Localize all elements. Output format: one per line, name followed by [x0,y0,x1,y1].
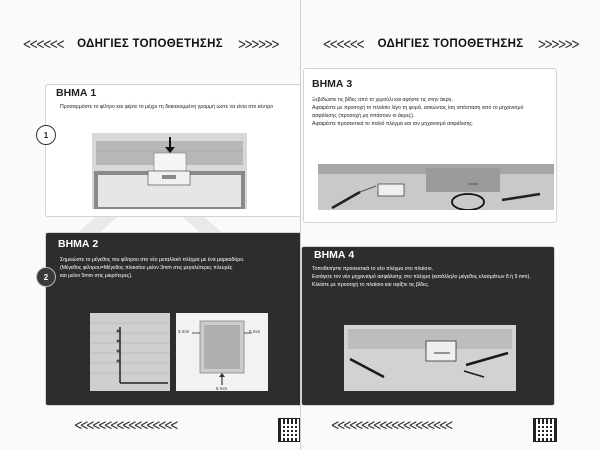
chevron-left-icon: <<<<<<<<<<<<<<<<<<<< [330,416,451,434]
step-3-text-3: ασφάλισης (προσοχή μη σπάσουν οι άκρες). [312,113,415,119]
step-2-text-1: Σημειώστε το μέγεθος του φίλτρου στο νέο μεταλλικό πλέγμα με ένα μαρκαδόρο. [60,257,245,263]
chevron-right-icon: >>>>>> [237,35,278,53]
step-3-text-1: Ξεβιδώστε τις βίδες από το χερούλι και αφήστε τις στην άκρη. [312,97,453,103]
qr-code-icon [278,418,300,442]
chevron-left-icon: <<<<<<<<<<<<<<<<< [73,416,176,434]
chevron-right-icon: >>>>>> [538,35,579,53]
step-4-photo [344,325,516,391]
step-2-photo-mesh [90,313,170,391]
step-3-text-4: Αφαιρέστε προσεκτικά το παλιό πλέγμα και τον μηχανισμό ασφάλισης. [312,121,474,127]
step-2-text-3: και μείον 5mm στις μικρότερες). [60,273,133,279]
left-header [0,34,300,54]
step-4-text-2: Εισάγετε τον νέο μηχανισμό ασφάλισης στο πλέγμα (κατάλληλο μέγεθος ελασμάτων 8 ή 9 mm). [312,274,531,280]
step-1-photo [92,133,247,209]
left-footer [52,416,198,434]
dim-label-bottom: 5 mm [216,386,228,391]
step-4-card [301,246,555,406]
step-4-text-3: Κλείστε με προσοχή το πλαίσιο και σφίξτε τις βίδες. [312,282,430,288]
step-4-text-1: Τοποθετήστε προσεκτικά το νέο πλέγμα στο πλαίσιο. [312,266,434,272]
dim-label-right: 5 mm [249,329,261,334]
step-3-text-2: Αφαιρέστε με προσοχή το πλαίσιο λίγο τη φορά, ασκώντας ίση απόσταση από το μηχανισμό [312,105,524,111]
step-2-title: ΒΗΜΑ 2 [58,238,99,250]
step-1-card [45,84,300,217]
step-2-text-2: (Μέγεθος φίλτρου=Μέγεθος πλαισίου μείον 3mm στις μεγαλύτερες πλευρές [60,265,233,271]
step-1-badge: 1 [36,125,56,145]
step-2-badge: 2 [36,267,56,287]
step-3-photo [318,164,554,210]
step-4-title: ΒΗΜΑ 4 [314,249,355,261]
step-1-title: ΒΗΜΑ 1 [56,87,97,99]
right-page [301,0,600,450]
dim-label-left: 3 mm [178,329,190,334]
step-3-title: ΒΗΜΑ 3 [312,78,353,90]
page-title-left: ΟΔΗΓΙΕΣ ΤΟΠΟΘΕΤΗΣΗΣ [77,38,223,50]
step-1-text: Προσαρμόστε το φίλτρο και φέρτε το μέχρι τη διακεκομμένη γραμμή ώστε να είναι στο κέντρο [60,104,274,110]
page-title-right: ΟΔΗΓΙΕΣ ΤΟΠΟΘΕΤΗΣΗΣ [377,38,524,50]
step-2-diagram [176,313,268,391]
qr-code-icon [533,418,557,442]
right-footer [305,416,476,434]
step-2-card [45,232,300,406]
chevron-left-icon: <<<<<< [322,35,363,53]
step-3-card [303,68,557,223]
right-header [301,34,600,54]
chevron-left-icon: <<<<<< [22,35,63,53]
